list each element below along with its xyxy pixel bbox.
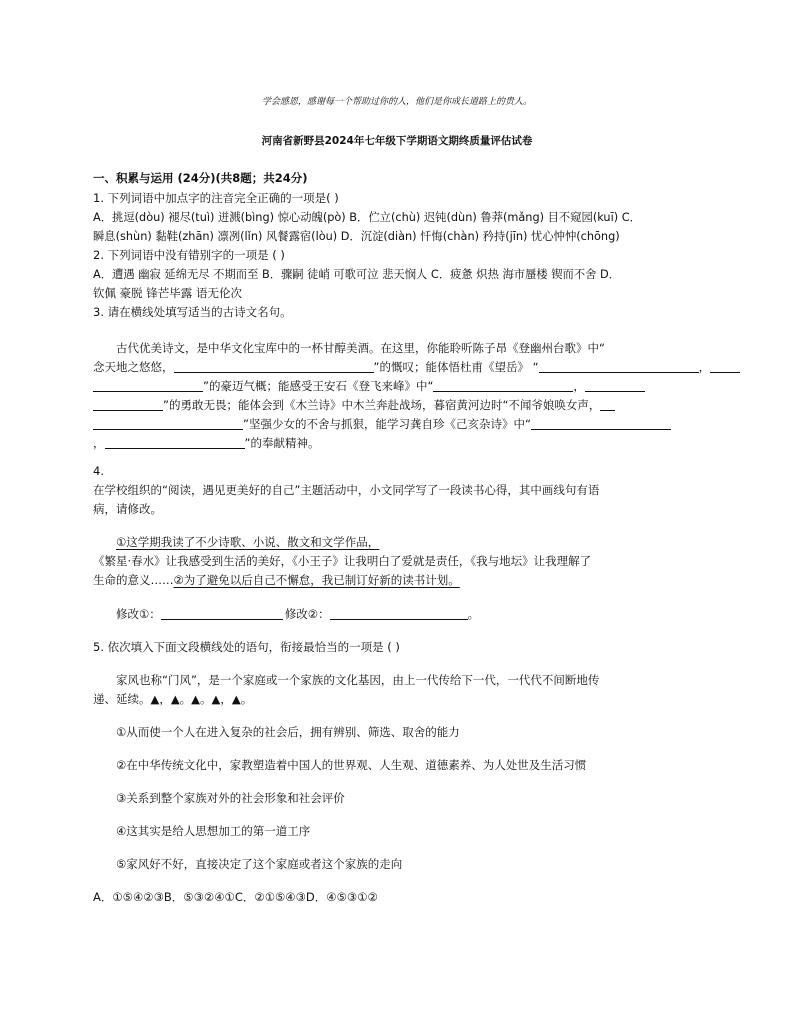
q3-text: ”的豪迈气概；能感受王安石《登飞来峰》中“ — [203, 379, 434, 393]
q4-text: 生命的意义…… — [93, 573, 174, 587]
q4-number: 4. — [93, 464, 104, 478]
q3-text: ， — [573, 379, 585, 393]
fix1-label: 修改①： — [116, 607, 161, 621]
q3-para-line5 — [93, 416, 671, 432]
q4-fix-line — [116, 606, 479, 622]
answer-blank[interactable] — [531, 417, 671, 430]
answer-blank[interactable] — [433, 379, 573, 392]
q3-para-line3 — [93, 378, 645, 394]
q5-sentence-4: ④这其实是给人思想加工的第一道工序 — [116, 824, 311, 838]
fix2-blank[interactable] — [330, 607, 468, 620]
q3-para-line6 — [93, 435, 319, 451]
q3-para-line4 — [93, 397, 615, 413]
q3-para-line2 — [93, 359, 740, 375]
answer-blank[interactable] — [93, 398, 163, 411]
answer-blank[interactable] — [93, 379, 203, 392]
q5-sentence-3: ③关系到整个家族对外的社会形象和社会评价 — [116, 791, 345, 805]
q3-text: ”的勇敢无畏；能体会到《木兰诗》中木兰奔赴战场，暮宿黄河边时“不闻爷娘唤女声， — [163, 398, 601, 412]
q2-options-line1: A．遭遇 幽寂 延绵无尽 不期而至 B．骤嗣 徒峭 可歌可泣 悲天悯人 C．疲惫 炽热 海市蜃楼 锲而不舍 D． — [93, 268, 621, 281]
q5-sentence-5: ⑤家风好不好，直接决定了这个家庭或者这个家族的走向 — [116, 857, 403, 871]
underlined-sentence-2: ②为了避免以后自己不懈怠，我已制订好新的读书计划。 — [173, 573, 460, 587]
q2-options-line2: 钦佩 豪脱 锋芒毕露 语无伦次 — [93, 286, 242, 300]
q4-stem-line2: 病，请修改。 — [93, 502, 162, 516]
q4-passage-line1 — [116, 534, 379, 550]
answer-blank[interactable] — [93, 417, 243, 430]
answer-blank[interactable] — [710, 360, 740, 373]
q5-passage-line1: 家风也称“门风”，是一个家庭或一个家族的文化基因，由上一代传给下一代，一代代不间断地传 — [116, 673, 600, 687]
q3-text: ， — [698, 360, 711, 374]
q3-text: ”的慨叹；能体悟杜甫《望岳》 “ — [373, 360, 539, 374]
fix1-blank[interactable] — [161, 607, 283, 620]
q3-text: 念天地之悠悠， — [93, 360, 174, 374]
q3-text: ”坚强少女的不舍与抓狠，能学习龚自珍《己亥杂诗》中“ — [243, 417, 531, 431]
answer-blank[interactable] — [174, 360, 374, 373]
q3-para-line1: 古代优美诗文，是中华文化宝库中的一杯甘醇美酒。在这里，你能聆听陈子昂《登幽州台歌》中“ — [116, 341, 605, 355]
q2-stem: 2. 下列词语中没有错别字的一项是 ( ) — [93, 248, 285, 262]
q3-text: ”的奉献精神。 — [244, 436, 320, 450]
q3-stem: 3. 请在横线处填写适当的古诗文名句。 — [93, 305, 292, 319]
underlined-sentence-1: ①这学期我读了不少诗歌、小说、散文和文学作品， — [116, 535, 380, 549]
q4-passage-line3 — [93, 572, 460, 588]
header-motto: 学会感恩，感谢每一个帮助过你的人，他们是你成长道路上的贵人。 — [261, 97, 532, 107]
q5-choices[interactable]: A．①⑤④②③B．⑤③②④①C．②①⑤④③D．④⑤③①② — [93, 890, 378, 904]
q5-sentence-2: ②在中华传统文化中，家教塑造着中国人的世界观、人生观、道德素养、为人处世及生活习惯 — [116, 758, 587, 772]
q5-sentence-1: ①从而使一个人在进入复杂的社会后，拥有辨别、筛选、取舍的能力 — [116, 725, 460, 739]
q5-stem: 5. 依次填入下面文段横线处的语句，衔接最恰当的一项是 ( ) — [93, 640, 400, 654]
q5-passage-line2: 递、延续。▲，▲。▲。▲，▲。 — [93, 692, 253, 706]
answer-blank[interactable] — [539, 360, 699, 373]
q1-options-line2: 瞬息(shùn) 黏鞋(zhān) 凛冽(lǐn) 风餐露宿(lòu) D．沉淀(diàn) 忏悔(chàn) 矜持(jīn) 忧心忡忡(chōng) — [93, 230, 620, 243]
answer-blank[interactable] — [600, 398, 615, 411]
section-heading: 一、积累与运用 (24分)(共8题；共24分) — [93, 171, 308, 185]
page-title: 河南省新野县2024年七年级下学期语文期终质量评估试卷 — [261, 135, 533, 147]
fix2-label: 修改②： — [284, 607, 330, 621]
answer-blank[interactable] — [105, 436, 245, 449]
q3-text: ， — [93, 436, 105, 450]
answer-blank[interactable] — [585, 379, 645, 392]
q1-stem: 1. 下列词语中加点字的注音完全正确的一项是( ) — [93, 191, 339, 205]
q1-options-line1: A．挑逗(dòu) 褪尽(tuì) 迸溅(bìng) 惊心动魄(pò) B．伫立(chù) 迟钝(dùn) 鲁莽(mǎng) 目不窥园(kuī) C． — [93, 211, 641, 224]
q4-stem-line1: 在学校组织的“阅读，遇见更美好的自己”主题活动中，小文同学写了一段读书心得，其中画线句有语 — [93, 483, 600, 497]
fix-end: 。 — [467, 607, 480, 621]
q4-passage-line2: 《繁星·春水》让我感受到生活的美好，《小王子》让我明白了爱就是责任，《我与地坛》让我理解了 — [93, 554, 592, 568]
